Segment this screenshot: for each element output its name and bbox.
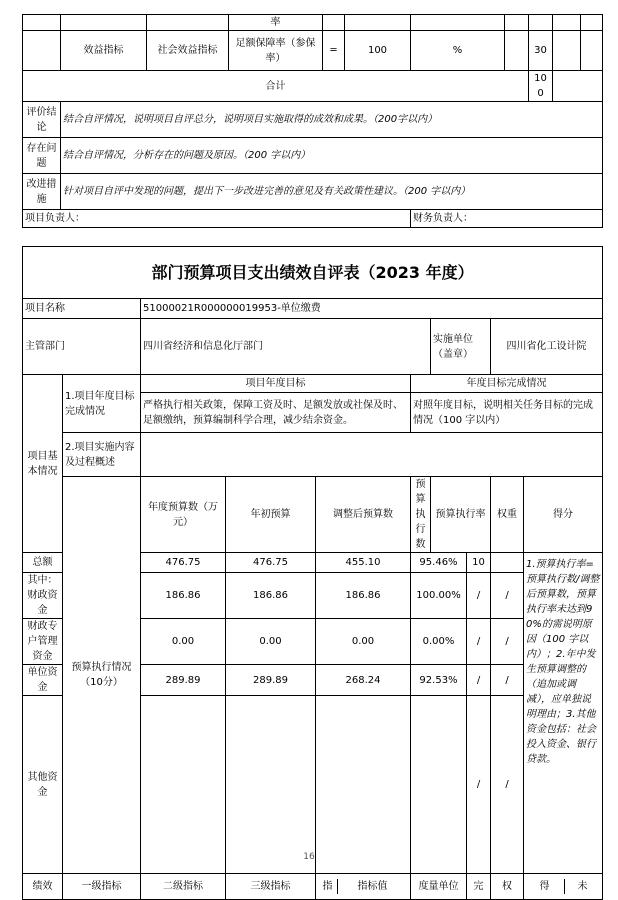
perf-level2-header: 二级指标 [141, 874, 226, 900]
budget-row-adjusted: 186.86 [226, 573, 316, 619]
indicator-weight: 30 [529, 31, 553, 71]
perf-score-header: 得 [526, 879, 565, 894]
dept-label: 主管部门 [23, 319, 141, 375]
perf-label: 绩效 [23, 874, 63, 900]
total-value: 100 [529, 71, 553, 102]
budget-row-adjusted: 476.75 [226, 553, 316, 573]
hdr-executed: 预算执行数 [411, 477, 431, 553]
budget-row-name: 财政专户管理资金 [23, 619, 63, 665]
self-evaluation-form [22, 246, 603, 900]
budget-row-executed: 455.10 [316, 553, 411, 573]
hdr-rate: 预算执行率 [431, 477, 491, 553]
perf-val-header: 指标值 [357, 881, 388, 892]
project-name-label: 项目名称 [23, 299, 141, 319]
hdr-fund: 年度预算数（万元） [141, 477, 226, 553]
evaluation-text: 结合自评情况，说明项目自评总分，说明项目实施取得的成效和成果。（200字以内） [61, 102, 603, 138]
hdr-initial: 年初预算 [226, 477, 316, 553]
perf-level3-header: 三级指标 [226, 874, 316, 900]
annual-goal-done-text: 对照年度目标，说明相关任务目标的完成情况（100 字以内） [411, 393, 603, 433]
budget-row-executed [316, 696, 411, 874]
budget-row-name: 单位资金 [23, 665, 63, 696]
problems-label: 存在问题 [23, 138, 61, 174]
budget-row-executed: 186.86 [316, 573, 411, 619]
budget-row-adjusted: 0.00 [226, 619, 316, 665]
perf-unit-header: 度量单位 [411, 874, 467, 900]
top-table [22, 14, 603, 228]
budget-row-initial: 476.75 [141, 553, 226, 573]
budget-row-weight: 10 [467, 553, 491, 573]
evaluation-label: 评价结论 [23, 102, 61, 138]
budget-row-name: 其中：财政资金 [23, 573, 63, 619]
budget-row-rate: 95.46% [411, 553, 467, 573]
form-title: 部门预算项目支出绩效自评表（2023 年度） [23, 247, 603, 299]
budget-row-initial [141, 696, 226, 874]
cut-cell [23, 15, 61, 31]
budget-row-initial: 289.89 [141, 665, 226, 696]
budget-row-rate: 100.00% [411, 573, 467, 619]
budget-row-score: / [491, 665, 524, 696]
hdr-adjusted: 调整后预算数 [316, 477, 411, 553]
budget-row-rate [411, 696, 467, 874]
budget-row-score: / [491, 619, 524, 665]
indicator-level1: 效益指标 [61, 31, 147, 71]
budget-row-adjusted [226, 696, 316, 874]
budget-row-initial: 0.00 [141, 619, 226, 665]
basic-item-2: 2.项目实施内容及过程概述 [63, 433, 141, 477]
indicator-level3: 足额保障率（参保率） [229, 31, 323, 71]
perf-complete-header: 完 [467, 874, 491, 900]
perf-weight-header: 权 [491, 874, 524, 900]
indicator-unit: % [411, 31, 505, 71]
budget-row-weight: / [467, 619, 491, 665]
project-name-value: 51000021R000000019953-单位缴费 [141, 299, 603, 319]
budget-row-name: 其他资金 [23, 696, 63, 874]
improvements-text: 针对项目自评中发现的问题，提出下一步改进完善的意见及有关政策性建议。（200 字以内） [61, 174, 603, 210]
indicator-level2: 社会效益指标 [147, 31, 229, 71]
perf-level1-header: 一级指标 [63, 874, 141, 900]
basic-info-label: 项目基本情况 [23, 375, 63, 553]
budget-row-adjusted: 289.89 [226, 665, 316, 696]
budget-row-score: / [491, 696, 524, 874]
annual-goal-done-header: 年度目标完成情况 [411, 375, 603, 393]
budget-row-executed: 0.00 [316, 619, 411, 665]
improvements-label: 改进措施 [23, 174, 61, 210]
perf-sym-header: 指 [319, 879, 338, 894]
hdr-weight: 权重 [491, 477, 524, 553]
budget-row-weight: / [467, 696, 491, 874]
impl-unit-value: 四川省化工设计院 [491, 319, 603, 375]
budget-row-weight: / [467, 665, 491, 696]
indicator-value: 100 [345, 31, 411, 71]
basic-item-1: 1.项目年度目标完成情况 [63, 375, 141, 433]
perf-value-header [316, 874, 411, 900]
cut-row-text: 率 [229, 15, 323, 31]
budget-row-name: 总额 [23, 553, 63, 573]
hdr-score: 得分 [524, 477, 603, 553]
budget-exec-label: 预算执行情况（10分） [63, 477, 141, 874]
budget-row-executed: 268.24 [316, 665, 411, 696]
annual-goal-header: 项目年度目标 [141, 375, 411, 393]
page-number: 16 [303, 852, 315, 862]
project-leader-label: 项目负责人： [23, 210, 411, 228]
total-label: 合计 [23, 71, 529, 102]
dept-value: 四川省经济和信息化厅部门 [141, 319, 431, 375]
budget-row-score: / [491, 573, 524, 619]
budget-row-initial: 186.86 [141, 573, 226, 619]
indicator-symbol: ═ [323, 31, 345, 71]
finance-leader-label: 财务负责人： [411, 210, 603, 228]
budget-row-score [491, 553, 524, 573]
perf-unmet-header: 未 [577, 881, 588, 892]
problems-text: 结合自评情况，分析存在的问题及原因。（200 字以内） [61, 138, 603, 174]
impl-unit-label: 实施单位（盖章） [431, 319, 491, 375]
reason-text: 1.预算执行率=预算执行数/调整后预算数，预算执行率未达到90%的需说明原因（100 字以内）；2.年中发生预算调整的（追加或调减），应单独说明理由；3.其他资金包括：社会投入资金、银行贷款。 [524, 553, 603, 874]
annual-goal-text: 严格执行相关政策，保障工资及时、足额发放或社保及时、足额缴纳，预算编制科学合理，减少结余资金。 [141, 393, 411, 433]
budget-row-rate: 92.53% [411, 665, 467, 696]
budget-row-rate: 0.00% [411, 619, 467, 665]
budget-row-weight: / [467, 573, 491, 619]
